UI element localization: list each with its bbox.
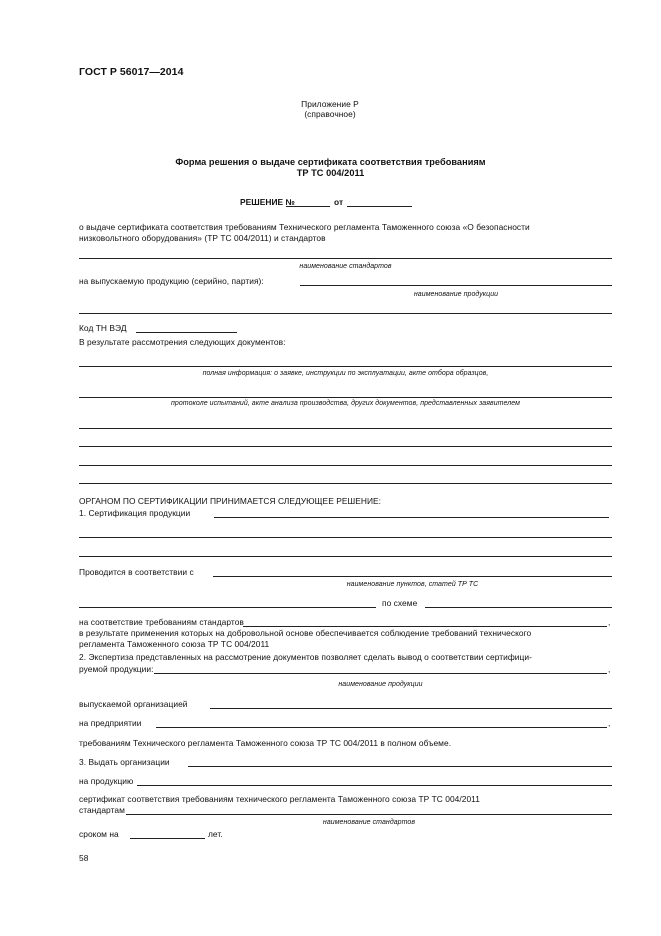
protocols-caption: протоколе испытаний, акте анализа производства, других документов, представленных заявителем: [171, 400, 520, 407]
tn-ved-label: Код ТН ВЭД: [79, 323, 127, 333]
released-product-input[interactable]: [300, 276, 612, 286]
voluntary-line1: в результате применения которых на добровольной основе обеспечивается соблюдение требований технического: [79, 628, 532, 638]
released-product-label: на выпускаемую продукцию (серийно, партия):: [79, 276, 264, 286]
voluntary-line2: регламента Таможенного союза ТР ТС 004/2011: [79, 639, 270, 649]
review-label: В результате рассмотрения следующих документов:: [79, 337, 286, 347]
documents-input-1[interactable]: [79, 357, 612, 367]
item2-line2: руемой продукции:: [79, 664, 154, 674]
standards-caption: наименование стандартов: [299, 263, 392, 270]
decision-from-label: от: [334, 197, 344, 207]
certificate-text: сертификат соответствия требованиям технического регламента Таможенного союза ТР ТС 004/2011: [79, 794, 480, 804]
body-decision-heading: ОРГАНОМ ПО СЕРТИФИКАЦИИ ПРИНИМАЕТСЯ СЛЕДУЮЩЕЕ РЕШЕНИЕ:: [79, 496, 382, 506]
scheme-label: по схеме: [382, 598, 418, 608]
released-product-input-2[interactable]: [79, 304, 612, 314]
years-label: лет.: [208, 829, 223, 839]
page-number: 58: [79, 853, 89, 863]
item3-label: 3. Выдать организации: [79, 757, 170, 767]
item2-product-input[interactable]: [154, 664, 607, 674]
documents-input-4[interactable]: [79, 437, 612, 447]
organization-input[interactable]: [188, 757, 612, 767]
form-title-line2: ТР ТС 004/2011: [296, 168, 365, 178]
certificate-standards-input[interactable]: [126, 805, 612, 815]
product-caption: наименование продукции: [413, 291, 499, 298]
form-title-line1: Форма решения о выдаче сертификата соответствия требованиям: [175, 157, 486, 167]
manufactured-by-input[interactable]: [210, 699, 612, 709]
for-product-input[interactable]: [137, 776, 612, 786]
manufactured-by-label: выпускаемой организацией: [79, 699, 188, 709]
compliance-comma: ,: [608, 617, 611, 627]
item2-comma: ,: [608, 664, 611, 674]
item1-label: 1. Сертификация продукции: [79, 508, 191, 518]
documents-input-5[interactable]: [79, 456, 612, 466]
documents-input-3[interactable]: [79, 419, 612, 429]
at-enterprise-label: на предприятии: [79, 718, 142, 728]
clauses-caption: наименование пунктов, статей ТР ТС: [346, 581, 479, 588]
term-input[interactable]: [130, 829, 205, 839]
conducted-input[interactable]: [213, 567, 612, 577]
for-product-label: на продукцию: [79, 776, 134, 786]
item2-line1: 2. Экспертиза представленных на рассмотрение документов позволяет сделать вывод о соответствии сертифици-: [79, 652, 532, 662]
decision-label: РЕШЕНИЕ №: [240, 197, 295, 207]
full-info-caption: полная информация: о заявке, инструкции по эксплуатации, акте отбора образцов,: [202, 370, 489, 377]
enterprise-input[interactable]: [156, 718, 607, 728]
term-label: сроком на: [79, 829, 119, 839]
product-caption-2: наименование продукции: [338, 681, 423, 688]
standard-header: ГОСТ Р 56017—2014: [79, 66, 184, 78]
documents-input-2[interactable]: [79, 388, 612, 398]
intro-line1: о выдаче сертификата соответствия требованиям Технического регламента Таможенного союза «О безопасности: [79, 222, 530, 232]
compliance-standards-input[interactable]: [243, 617, 607, 627]
decision-date-input[interactable]: [347, 197, 412, 207]
decision-number-input[interactable]: [286, 197, 330, 207]
tn-ved-input[interactable]: [136, 323, 237, 333]
certification-product-input-3[interactable]: [79, 547, 612, 557]
standards-caption-2: наименование стандартов: [322, 819, 416, 826]
scheme-input[interactable]: [425, 598, 612, 608]
certification-product-input-2[interactable]: [79, 528, 612, 538]
compliance-standards-label: на соответствие требованиям стандартов: [79, 617, 244, 627]
appendix-subtitle: (справочное): [304, 109, 356, 119]
enterprise-comma: ,: [608, 718, 611, 728]
standards-input[interactable]: [79, 249, 612, 259]
appendix-title: Приложение Р: [301, 99, 359, 109]
documents-input-6[interactable]: [79, 474, 612, 484]
standards-word: стандартам: [79, 805, 125, 815]
clauses-input[interactable]: [79, 598, 376, 608]
full-compliance-text: требованиям Технического регламента Таможенного союза ТР ТС 004/2011 в полном объеме.: [79, 738, 452, 748]
intro-line2: низковольтного оборудования» (ТР ТС 004/2011) и стандартов: [79, 233, 326, 243]
certification-product-input[interactable]: [214, 508, 609, 518]
conducted-label: Проводится в соответствии с: [79, 567, 194, 577]
